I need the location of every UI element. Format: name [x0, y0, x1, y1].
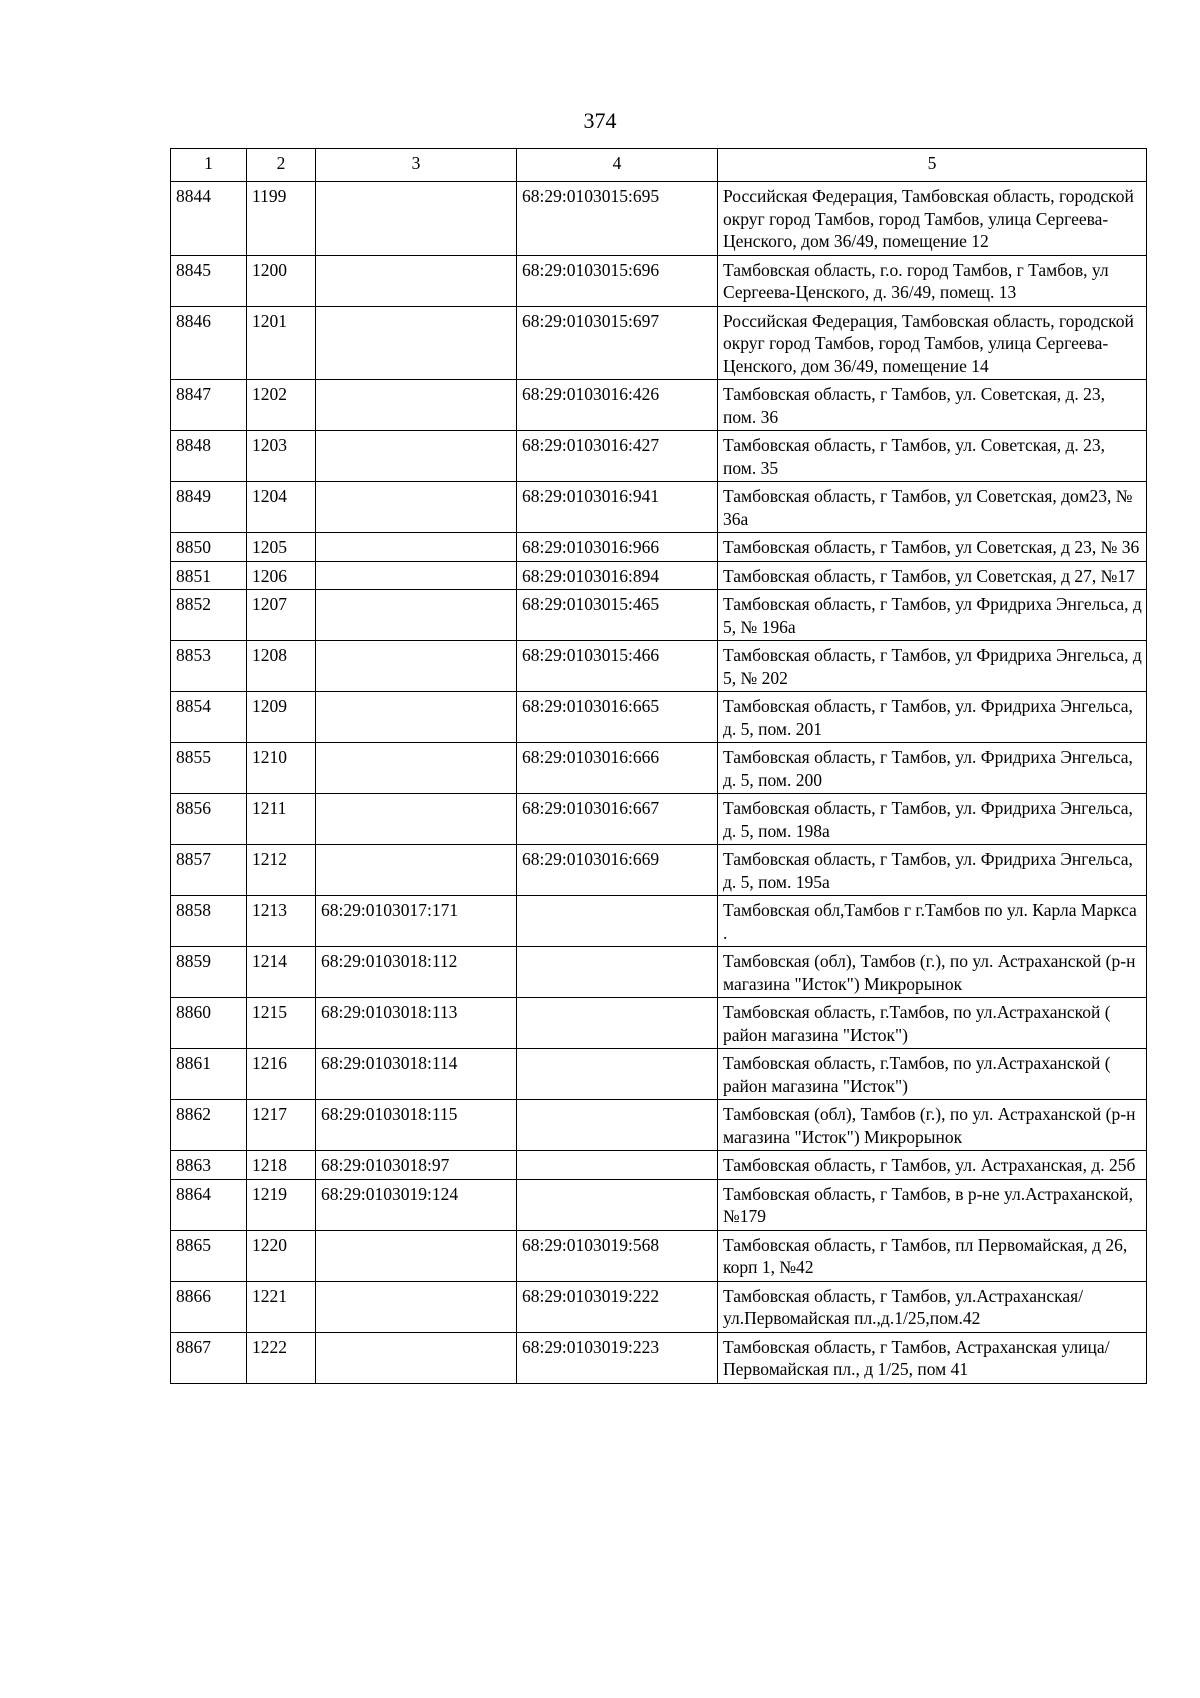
cell-item-number: 1215 [247, 998, 316, 1049]
table-row [171, 255, 1147, 306]
cell-item-number: 1222 [247, 1332, 316, 1383]
cell-address: Тамбовская область, г.Тамбов, по ул.Астраханской ( район магазина "Исток") [718, 1049, 1147, 1100]
cell-cadastral-number-parcel [316, 692, 517, 743]
cell-cadastral-number-parcel [316, 794, 517, 845]
registry-table [170, 148, 1147, 1384]
cell-item-number: 1218 [247, 1151, 316, 1180]
cell-address: Тамбовская область, г Тамбов, ул Фридриха Энгельса, д 5, № 196а [718, 590, 1147, 641]
cell-item-number: 1201 [247, 306, 316, 380]
cell-cadastral-number-premises: 68:29:0103019:568 [517, 1230, 718, 1281]
cell-cadastral-number-premises: 68:29:0103015:465 [517, 590, 718, 641]
cell-item-number: 1212 [247, 845, 316, 896]
column-header-1: 1 [171, 149, 247, 182]
table-row [171, 561, 1147, 590]
cell-cadastral-number-parcel: 68:29:0103018:112 [316, 947, 517, 998]
cell-cadastral-number-parcel: 68:29:0103018:114 [316, 1049, 517, 1100]
cell-cadastral-number-parcel: 68:29:0103018:115 [316, 1100, 517, 1151]
cell-address: Тамбовская область, г Тамбов, ул. Астраханская, д. 25б [718, 1151, 1147, 1180]
cell-cadastral-number-parcel [316, 561, 517, 590]
cell-item-number: 1220 [247, 1230, 316, 1281]
cell-item-number: 1216 [247, 1049, 316, 1100]
cell-address: Тамбовская (обл), Тамбов (г.), по ул. Астраханской (р-н магазина "Исток") Микрорынок [718, 947, 1147, 998]
cell-item-number: 1208 [247, 641, 316, 692]
cell-record-number: 8851 [171, 561, 247, 590]
cell-cadastral-number-parcel [316, 743, 517, 794]
cell-address: Тамбовская область, г Тамбов, ул Советская, д 23, № 36 [718, 533, 1147, 562]
cell-cadastral-number-premises: 68:29:0103015:695 [517, 182, 718, 256]
cell-cadastral-number-premises: 68:29:0103016:427 [517, 431, 718, 482]
cell-cadastral-number-parcel: 68:29:0103018:113 [316, 998, 517, 1049]
cell-item-number: 1207 [247, 590, 316, 641]
cell-address: Тамбовская область, г Тамбов, Астраханская улица/ Первомайская пл., д 1/25, пом 41 [718, 1332, 1147, 1383]
cell-cadastral-number-premises: 68:29:0103016:665 [517, 692, 718, 743]
cell-address: Тамбовская область, г.Тамбов, по ул.Астраханской ( район магазина "Исток") [718, 998, 1147, 1049]
cell-record-number: 8845 [171, 255, 247, 306]
cell-record-number: 8848 [171, 431, 247, 482]
cell-cadastral-number-parcel: 68:29:0103018:97 [316, 1151, 517, 1180]
cell-item-number: 1206 [247, 561, 316, 590]
cell-address: Тамбовская область, г Тамбов, ул. Фридриха Энгельса, д. 5, пом. 198а [718, 794, 1147, 845]
cell-address: Тамбовская область, г Тамбов, ул. Фридриха Энгельса, д. 5, пом. 200 [718, 743, 1147, 794]
cell-cadastral-number-premises [517, 947, 718, 998]
table-row [171, 182, 1147, 256]
cell-address: Тамбовская область, г Тамбов, ул. Фридриха Энгельса, д. 5, пом. 195а [718, 845, 1147, 896]
cell-address: Тамбовская обл,Тамбов г г.Тамбов по ул. Карла Маркса . [718, 896, 1147, 947]
cell-cadastral-number-premises: 68:29:0103016:966 [517, 533, 718, 562]
cell-cadastral-number-premises: 68:29:0103016:669 [517, 845, 718, 896]
cell-item-number: 1204 [247, 482, 316, 533]
cell-cadastral-number-parcel [316, 306, 517, 380]
cell-record-number: 8859 [171, 947, 247, 998]
cell-record-number: 8863 [171, 1151, 247, 1180]
cell-record-number: 8856 [171, 794, 247, 845]
cell-record-number: 8846 [171, 306, 247, 380]
cell-cadastral-number-parcel [316, 1281, 517, 1332]
cell-cadastral-number-premises [517, 1151, 718, 1180]
cell-cadastral-number-parcel [316, 255, 517, 306]
cell-address: Российская Федерация, Тамбовская область, городской округ город Тамбов, город Тамбов, улица Сергеева-Ценского, дом 36/49, помещение 14 [718, 306, 1147, 380]
cell-record-number: 8855 [171, 743, 247, 794]
cell-item-number: 1221 [247, 1281, 316, 1332]
cell-cadastral-number-parcel [316, 590, 517, 641]
cell-record-number: 8850 [171, 533, 247, 562]
cell-record-number: 8844 [171, 182, 247, 256]
table-row [171, 380, 1147, 431]
column-header-2: 2 [247, 149, 316, 182]
cell-item-number: 1219 [247, 1179, 316, 1230]
cell-address: Тамбовская область, г Тамбов, ул Фридриха Энгельса, д 5, № 202 [718, 641, 1147, 692]
table-row [171, 1281, 1147, 1332]
cell-cadastral-number-parcel [316, 1332, 517, 1383]
cell-item-number: 1200 [247, 255, 316, 306]
cell-cadastral-number-parcel [316, 641, 517, 692]
cell-cadastral-number-premises [517, 896, 718, 947]
cell-cadastral-number-premises: 68:29:0103016:426 [517, 380, 718, 431]
table-row [171, 845, 1147, 896]
cell-record-number: 8864 [171, 1179, 247, 1230]
header-row [171, 149, 1147, 182]
cell-cadastral-number-premises [517, 1179, 718, 1230]
cell-cadastral-number-parcel [316, 482, 517, 533]
table-row [171, 641, 1147, 692]
column-header-3: 3 [316, 149, 517, 182]
table-row [171, 590, 1147, 641]
cell-record-number: 8861 [171, 1049, 247, 1100]
cell-cadastral-number-parcel: 68:29:0103019:124 [316, 1179, 517, 1230]
cell-item-number: 1211 [247, 794, 316, 845]
cell-item-number: 1210 [247, 743, 316, 794]
cell-cadastral-number-premises: 68:29:0103015:696 [517, 255, 718, 306]
cell-address: Российская Федерация, Тамбовская область, городской округ город Тамбов, город Тамбов, улица Сергеева-Ценского, дом 36/49, помещение 12 [718, 182, 1147, 256]
cell-cadastral-number-premises [517, 1100, 718, 1151]
cell-cadastral-number-premises: 68:29:0103015:697 [517, 306, 718, 380]
cell-cadastral-number-parcel [316, 431, 517, 482]
cell-record-number: 8852 [171, 590, 247, 641]
table-header [171, 149, 1147, 182]
table-row [171, 1151, 1147, 1180]
cell-address: Тамбовская область, г Тамбов, в р-не ул.Астраханской, №179 [718, 1179, 1147, 1230]
cell-cadastral-number-premises: 68:29:0103019:223 [517, 1332, 718, 1383]
cell-record-number: 8853 [171, 641, 247, 692]
table-row [171, 998, 1147, 1049]
cell-record-number: 8847 [171, 380, 247, 431]
cell-cadastral-number-parcel: 68:29:0103017:171 [316, 896, 517, 947]
cell-record-number: 8862 [171, 1100, 247, 1151]
table-row [171, 1179, 1147, 1230]
cell-item-number: 1217 [247, 1100, 316, 1151]
cell-item-number: 1199 [247, 182, 316, 256]
cell-address: Тамбовская область, г Тамбов, ул. Советская, д. 23, пом. 35 [718, 431, 1147, 482]
cell-item-number: 1209 [247, 692, 316, 743]
cell-cadastral-number-premises [517, 998, 718, 1049]
cell-address: Тамбовская область, г Тамбов, пл Первомайская, д 26, корп 1, №42 [718, 1230, 1147, 1281]
cell-record-number: 8865 [171, 1230, 247, 1281]
table-row [171, 794, 1147, 845]
cell-cadastral-number-parcel [316, 845, 517, 896]
cell-record-number: 8866 [171, 1281, 247, 1332]
cell-record-number: 8858 [171, 896, 247, 947]
table-row [171, 896, 1147, 947]
cell-cadastral-number-premises: 68:29:0103016:666 [517, 743, 718, 794]
table-row [171, 533, 1147, 562]
table-body [171, 182, 1147, 1384]
table-row [171, 1332, 1147, 1383]
column-header-5: 5 [718, 149, 1147, 182]
page-number: 374 [583, 108, 617, 133]
table-row [171, 306, 1147, 380]
cell-address: Тамбовская область, г Тамбов, ул. Советская, д. 23, пом. 36 [718, 380, 1147, 431]
cell-item-number: 1205 [247, 533, 316, 562]
table-row [171, 482, 1147, 533]
cell-record-number: 8860 [171, 998, 247, 1049]
cell-cadastral-number-parcel [316, 1230, 517, 1281]
cell-cadastral-number-premises: 68:29:0103016:894 [517, 561, 718, 590]
cell-record-number: 8867 [171, 1332, 247, 1383]
table-row [171, 947, 1147, 998]
column-header-4: 4 [517, 149, 718, 182]
cell-cadastral-number-parcel [316, 380, 517, 431]
cell-item-number: 1203 [247, 431, 316, 482]
cell-record-number: 8854 [171, 692, 247, 743]
cell-item-number: 1214 [247, 947, 316, 998]
cell-address: Тамбовская область, г Тамбов, ул.Астраханская/ул.Первомайская пл.,д.1/25,пом.42 [718, 1281, 1147, 1332]
cell-address: Тамбовская область, г Тамбов, ул Советская, дом23, № 36а [718, 482, 1147, 533]
table-row [171, 1230, 1147, 1281]
table-row [171, 743, 1147, 794]
cell-cadastral-number-premises: 68:29:0103015:466 [517, 641, 718, 692]
cell-address: Тамбовская область, г Тамбов, ул. Фридриха Энгельса, д. 5, пом. 201 [718, 692, 1147, 743]
cell-cadastral-number-premises [517, 1049, 718, 1100]
cell-address: Тамбовская (обл), Тамбов (г.), по ул. Астраханской (р-н магазина "Исток") Микрорынок [718, 1100, 1147, 1151]
cell-cadastral-number-parcel [316, 182, 517, 256]
table-row [171, 1049, 1147, 1100]
cell-cadastral-number-premises: 68:29:0103019:222 [517, 1281, 718, 1332]
cell-address: Тамбовская область, г Тамбов, ул Советская, д 27, №17 [718, 561, 1147, 590]
cell-record-number: 8857 [171, 845, 247, 896]
cell-cadastral-number-premises: 68:29:0103016:667 [517, 794, 718, 845]
cell-cadastral-number-parcel [316, 533, 517, 562]
cell-item-number: 1213 [247, 896, 316, 947]
cell-record-number: 8849 [171, 482, 247, 533]
table-row [171, 431, 1147, 482]
cell-cadastral-number-premises: 68:29:0103016:941 [517, 482, 718, 533]
table-row [171, 1100, 1147, 1151]
cell-address: Тамбовская область, г.о. город Тамбов, г Тамбов, ул Сергеева-Ценского, д. 36/49, помещ. 13 [718, 255, 1147, 306]
table-row [171, 692, 1147, 743]
cell-item-number: 1202 [247, 380, 316, 431]
